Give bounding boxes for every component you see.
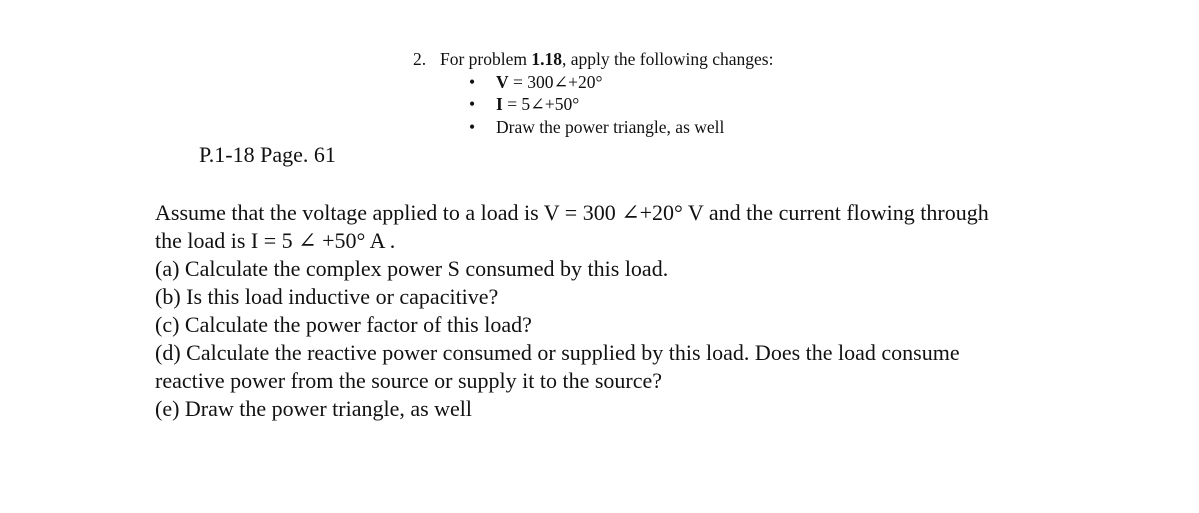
intro-suffix: , apply the following changes: xyxy=(562,49,774,69)
page-reference: P.1-18 Page. 61 xyxy=(199,142,336,167)
problem-line: the load is I = 5 ∠ +50° A . xyxy=(155,228,396,253)
assignment-block xyxy=(413,48,773,138)
problem-part-d-continued: reactive power from the source or supply it to the source? xyxy=(155,368,663,393)
problem-line: Assume that the voltage applied to a load is V = 300 ∠+20° V and the current flowing through xyxy=(155,200,989,225)
list-item-voltage xyxy=(469,71,773,94)
bullet-icon: • xyxy=(469,116,476,137)
assignment-number: 2. xyxy=(413,49,427,69)
problem-reference-bold: 1.18 xyxy=(531,49,563,69)
problem-part-a: (a) Calculate the complex power S consumed by this load. xyxy=(155,256,669,281)
problem-part-c: (c) Calculate the power factor of this load? xyxy=(155,312,532,337)
problem-part-e: (e) Draw the power triangle, as well xyxy=(155,396,473,421)
voltage-value: = 300∠+20° xyxy=(508,71,603,92)
current-symbol: I xyxy=(496,94,503,114)
assignment-intro xyxy=(413,48,773,71)
bullet-icon: • xyxy=(469,94,476,114)
problem-part-b: (b) Is this load inductive or capacitive? xyxy=(155,284,499,309)
list-item-triangle xyxy=(469,116,773,139)
intro-prefix: For problem xyxy=(440,49,532,69)
list-item-current xyxy=(469,93,773,116)
problem-statement xyxy=(155,199,1155,423)
changes-list xyxy=(413,71,773,139)
bullet-icon: • xyxy=(469,71,476,92)
problem-part-d: (d) Calculate the reactive power consumed or supplied by this load. Does the load consume xyxy=(155,340,960,365)
triangle-instruction: Draw the power triangle, as well xyxy=(496,116,725,137)
current-value: = 5∠+50° xyxy=(502,94,580,114)
voltage-symbol: V xyxy=(496,71,509,92)
